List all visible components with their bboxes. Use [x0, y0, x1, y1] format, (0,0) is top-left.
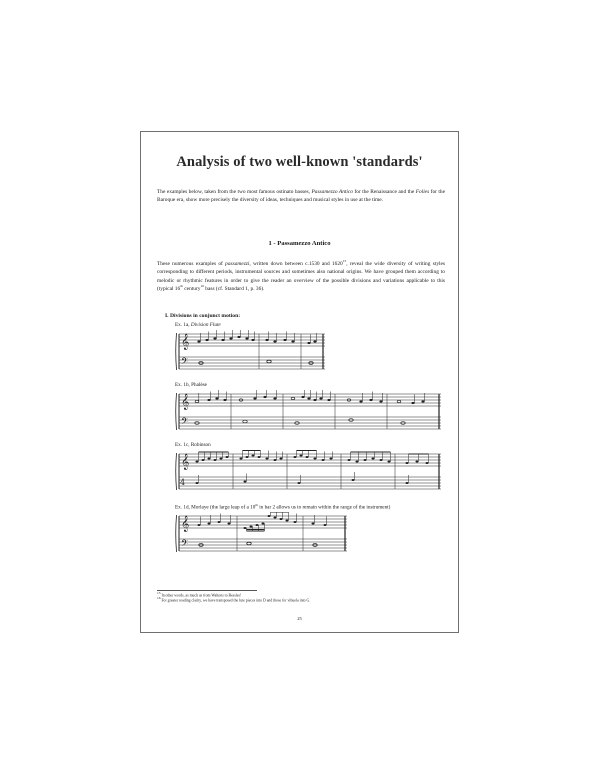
- section-paragraph: [157, 260, 445, 294]
- music-system-1b: [175, 390, 441, 434]
- example-1a-label: [175, 322, 221, 328]
- section-italic-1: passamezzi: [225, 261, 250, 267]
- section-text-3: , reveal the wide diversity of writing styles corresponding to different periods, instrumental sources and sometimes also national origins. We have grouped them according to melodic or rhythmic features in order to give the reader an overview of the possible divisions and variations applicable to this (typical 16: [157, 261, 446, 293]
- intro-text-3: for the Baroque era, show more precisely the diversity of ideas, techniques and musical styles in use at the time.: [157, 189, 446, 204]
- music-system-1a: [175, 330, 325, 374]
- intro-text-1: The examples below, taken from the two most famous ostinato basses,: [157, 189, 312, 195]
- section-title: 1 - Passamezzo Antico: [268, 240, 331, 247]
- example-1d-ordinal: th: [255, 503, 258, 507]
- section-text-2: , written down between c.1530 and 1620: [249, 261, 343, 267]
- footnote-16-text: For greater reading clarity, we have transposed the lute pieces into D and those for vihuela into G.: [160, 598, 311, 603]
- page-number: 25: [297, 616, 302, 621]
- intro-paragraph: [157, 188, 445, 205]
- document-page: [140, 131, 459, 633]
- intro-text-2: for the Renaissance and the: [352, 189, 416, 195]
- footnote-15-text: In other words, as much as from Waltons to Bessles!: [160, 593, 242, 598]
- svg-text:𝄞: 𝄞: [181, 394, 190, 410]
- example-1a-label-italic: Division Flute: [190, 322, 221, 328]
- svg-text:𝄞: 𝄞: [181, 516, 190, 532]
- example-1b-label: Ex. 1b, Phalèse: [175, 382, 207, 388]
- svg-text:𝄞: 𝄞: [181, 454, 190, 470]
- example-1a-label-text: Ex. 1a,: [175, 322, 191, 328]
- footnote-15-number: 15: [157, 591, 161, 595]
- intro-italic-2: Folies: [415, 189, 430, 195]
- page-title: Analysis of two well-known 'standards': [176, 154, 423, 170]
- svg-text:𝄢: 𝄢: [181, 538, 189, 551]
- footnote-16-number: 16: [157, 596, 161, 600]
- intro-italic-1: Passamezzo Antico: [311, 189, 353, 195]
- section-text-5: bass (cf. Standard 1, p. 36).: [203, 286, 265, 293]
- footnote-ref-16: 16: [200, 284, 204, 289]
- ordinal-sup: th: [180, 284, 183, 289]
- svg-text:𝄢: 𝄢: [181, 416, 189, 429]
- footnote-ref-15: 15: [342, 259, 347, 264]
- music-system-1c: [175, 450, 441, 494]
- section-text-4: century: [182, 286, 201, 293]
- example-1d-label-rest: in bar 2 allows us to remain within the range of the instrument): [257, 504, 391, 511]
- subheading: I. Divisions in conjunct motion:: [165, 313, 241, 319]
- music-system-1d: [175, 512, 347, 556]
- svg-text:𝄢: 𝄢: [181, 356, 189, 369]
- example-1c-label: Ex. 1c, Robinson: [175, 442, 211, 448]
- svg-text:𝄞: 𝄞: [181, 334, 190, 350]
- footnote-divider: [157, 590, 257, 591]
- example-1d-label: [175, 503, 390, 511]
- footnote-16: [157, 598, 310, 603]
- svg-text:4: 4: [180, 478, 186, 487]
- section-text-1: These numerous examples of: [157, 261, 226, 267]
- example-1d-label-text: Ex. 1d, Morlaye (the large leap of a 10: [175, 504, 256, 511]
